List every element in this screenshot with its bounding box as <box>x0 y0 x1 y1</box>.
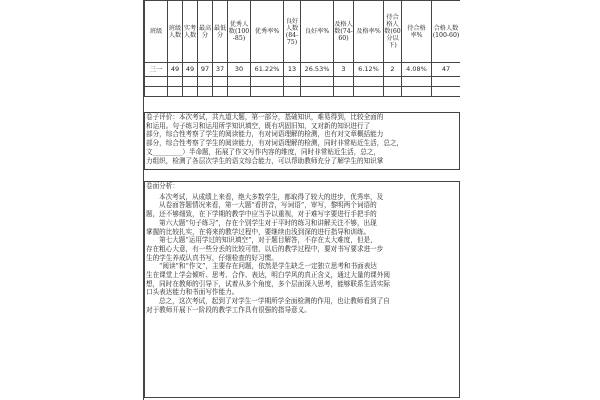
header-cell: 良好人数(84-75) <box>284 1 301 63</box>
score-stats-table <box>144 0 460 97</box>
analysis-line: 生在课堂上学会倾听、思考、合作、表达，明白学风的真正含义，通过大量的课外阅 <box>146 271 390 280</box>
evaluation-line: 和运用。句子练习和运用所学知识填空，既有巩固旧知，又对新的知识进行了 <box>146 121 371 130</box>
header-cell: 最低分 <box>213 1 228 63</box>
table-row <box>145 63 461 77</box>
analysis-line: 第六大题“句子练习”，存在个别学生对于平时的练习和讲解关注不够，出现 <box>159 218 377 227</box>
analysis-line: “阅读”和“作文”，主要存在问题，依然是学生缺乏一定独立思考和书面表达 <box>159 262 377 271</box>
paper-evaluation <box>144 112 460 170</box>
analysis-title: 卷面分析： <box>146 182 179 190</box>
header-cell: 合格人数(100-60) <box>432 1 461 63</box>
header-cell: 班级 <box>145 1 168 63</box>
empty-row <box>145 77 461 87</box>
table-cell: 30 <box>228 63 251 77</box>
header-cell: 最高分 <box>198 1 213 63</box>
evaluation-line: 力组织，检测了各层次学生的语文综合能力，可以帮助教师充分了解学生的知识掌 <box>146 156 384 165</box>
table-cell: 6.12% <box>354 63 384 77</box>
header-cell: 待合格人数(60分以下) <box>384 1 402 63</box>
empty-row <box>145 87 461 97</box>
evaluation-line: 卷子评价：本次考试，共九道大题，第一部分，基础知识，难易得到，比较全面的 <box>146 113 384 121</box>
header-cell: 实考人数 <box>183 1 198 63</box>
header-cell: 待合格率% <box>402 1 432 63</box>
analysis-line: 从卷面答题情况来看，第一大题“看拼音，写词语”，审写，黎明两个词语的 <box>159 201 377 210</box>
table-cell: 4.08% <box>402 63 432 77</box>
evaluation-line: 文_________）半命题，拓展了作文写作内容的维度，同时非常贴近生活，总之， <box>146 147 381 156</box>
analysis-line: 想，同时在教师的引导下，试着从多个角度，多个层面深入思考，能够联系生活实际 <box>146 279 390 288</box>
header-cell: 优秀率% <box>251 1 284 63</box>
table-cell: 26.53% <box>301 63 334 77</box>
table-cell: 13 <box>284 63 301 77</box>
analysis-line: 本次考试，从成绩上来看，绝大多数学生，都取得了较大的进步，优秀率，及 <box>159 192 384 201</box>
header-cell: 班级人数 <box>168 1 183 63</box>
analysis-line: 对于教师开展下一阶段的教学工作具有很强的指导意义。 <box>146 305 311 314</box>
table-cell: 2 <box>384 63 402 77</box>
header-cell: 良好率% <box>301 1 334 63</box>
analysis-line: 掌握的比较扎实，在将来的教学过程中，要继续由浅到深的进行指导和训练。 <box>146 227 371 236</box>
analysis-line: 总之，这次考试，起到了对学生一学期所学全面检测的作用，也让教师看到了自 <box>159 297 390 306</box>
evaluation-line: 部分，综合性考察了学生的阅读能力，有对词语理解的检测，也有对文章概括能力 <box>146 130 384 139</box>
table-cell: 47 <box>432 63 461 77</box>
analysis-line: 存在粗心大意，有一些分丢的比较可惜，以后的教学过程中，要对书写要求进一步 <box>146 244 384 253</box>
table-cell: 37 <box>213 63 228 77</box>
table-cell: 97 <box>198 63 213 77</box>
table-cell: 49 <box>168 63 183 77</box>
header-cell: 及格率% <box>354 1 384 63</box>
table-cell: 3 <box>334 63 354 77</box>
score-sheet <box>143 0 460 400</box>
paper-analysis <box>144 181 460 398</box>
analysis-line: 题，还不够细致，在下学期的教学中应当予以重视，对于难写字要进行手把手的 <box>146 210 377 219</box>
evaluation-line: 部分，综合性考察了学生的阅读能力，有对词语理解的检测，同时非常贴近生活，总之， <box>146 139 404 148</box>
header-cell: 优秀人数(100-85) <box>228 1 251 63</box>
table-cell: 61.22% <box>251 63 284 77</box>
analysis-line: 第七大题“运用学过的知识填空”，对于题目解答，不存在太大难度，但是， <box>159 236 377 245</box>
header-cell: 及格人数(74-60) <box>334 1 354 63</box>
class-cell: 三一 <box>145 63 168 77</box>
table-cell: 49 <box>183 63 198 77</box>
analysis-line: 生的学生养成认真书写，仔细检查的好习惯。 <box>146 253 278 262</box>
table-header-row <box>145 1 461 63</box>
analysis-line: 口头表达能力和书面写作能力。 <box>146 288 239 297</box>
